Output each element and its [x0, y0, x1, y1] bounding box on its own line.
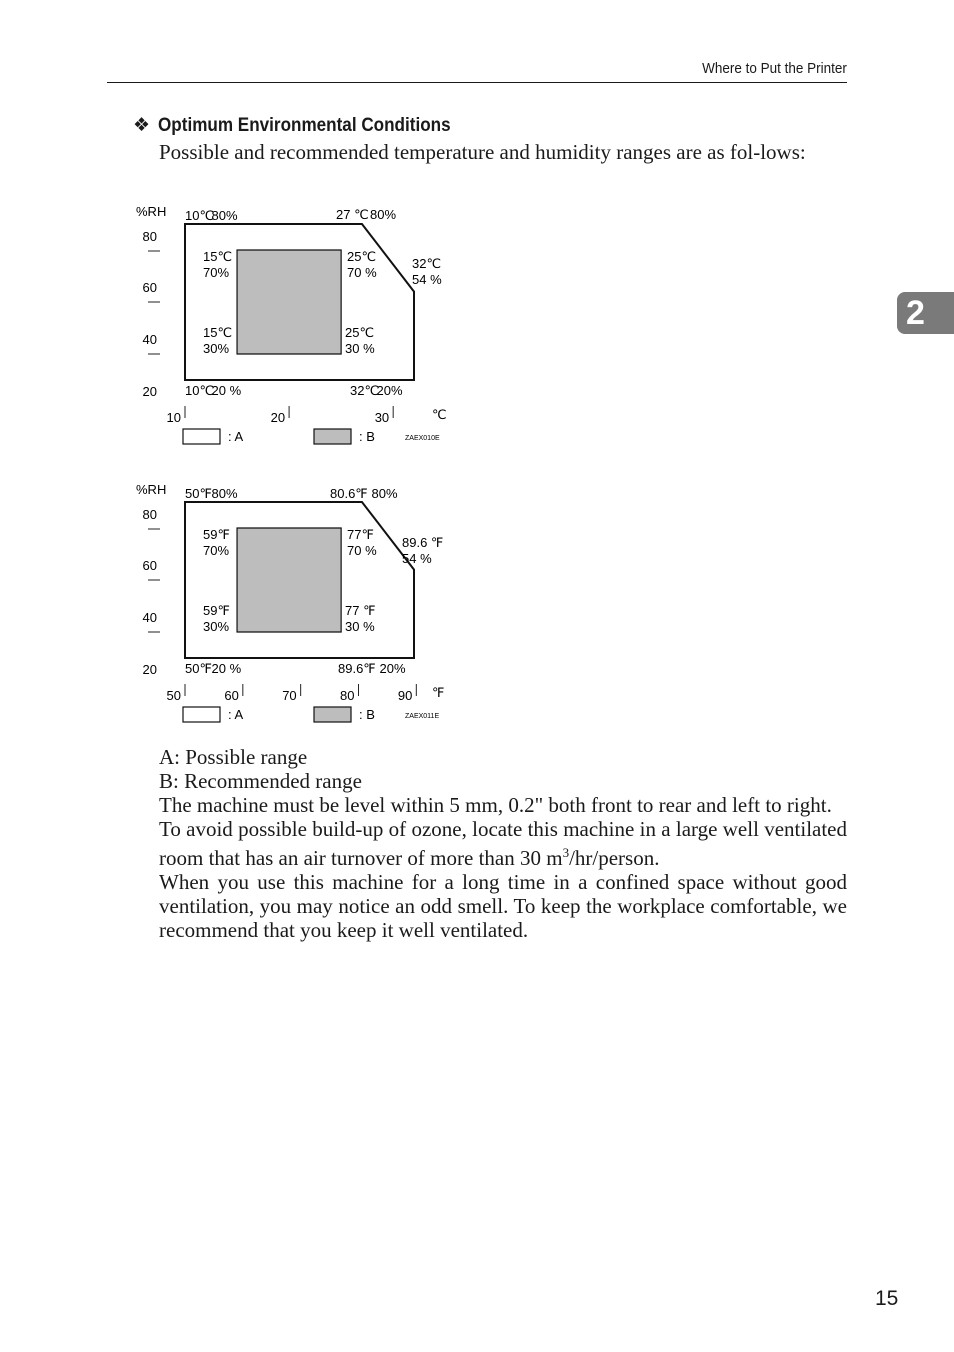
legend-swatch-b	[314, 707, 351, 722]
figure-code: ZAEX011E	[405, 713, 440, 720]
figure-code: ZAEX010E	[405, 435, 440, 442]
chart-celsius	[130, 200, 460, 450]
corner-label-temp: 89.6℉	[338, 661, 376, 676]
corner-label-humidity: 80%	[371, 486, 398, 501]
corner-label-humidity: 54 %	[402, 551, 432, 566]
corner-label-humidity: 30%	[203, 619, 230, 634]
corner-label-humidity: 70%	[203, 543, 230, 558]
corner-label-temp: 15℃	[203, 249, 233, 264]
corner-label-humidity: 20 %	[211, 661, 242, 676]
corner-label-humidity: 20%	[376, 383, 403, 398]
corner-label-humidity: 20 %	[211, 383, 242, 398]
corner-label-humidity: 30 %	[345, 619, 375, 634]
legend-label-a: : A	[228, 429, 244, 444]
legend-label-b: : B	[359, 429, 375, 444]
x-tick-label: 80	[340, 688, 355, 703]
legend-swatch-a	[183, 707, 220, 722]
x-tick-label: 70	[282, 688, 297, 703]
corner-label-temp: 32℃	[412, 256, 442, 271]
legend-swatch-b	[314, 429, 351, 444]
diamond-bullet-icon: ❖	[133, 115, 151, 136]
range-a-description: A: Possible range	[159, 745, 308, 769]
corner-label-temp: 59℉	[203, 527, 230, 542]
corner-label-temp: 10℃	[185, 208, 215, 223]
y-tick-label: 60	[142, 280, 157, 295]
legend-label-a: : A	[228, 707, 244, 722]
y-tick-label: 60	[142, 558, 157, 573]
x-unit-label: ℉	[432, 685, 445, 700]
corner-label-temp: 27 ℃	[336, 207, 369, 222]
y-unit-label: %RH	[136, 482, 167, 497]
corner-label-temp: 89.6 ℉	[402, 535, 444, 550]
ozone-text: To avoid possible build-up of ozone, locate this machine in a large well ventilated room that has an air turnover of more than 30 m	[159, 817, 847, 870]
corner-label-temp: 10℃	[185, 383, 215, 398]
corner-label-temp: 77 ℉	[345, 603, 376, 618]
corner-label-humidity: 20%	[379, 661, 406, 676]
intro-paragraph: Possible and recommended temperature and humidity ranges are as fol-lows:	[159, 140, 806, 164]
x-tick-label: 90	[397, 688, 413, 703]
corner-label-temp: 25℃	[345, 325, 375, 340]
x-unit-label: ℃	[432, 407, 447, 422]
chart-celsius-svg	[130, 200, 460, 450]
corner-label-temp: 80.6℉	[330, 486, 368, 501]
corner-label-humidity: 80%	[211, 208, 238, 223]
corner-label-humidity: 80%	[211, 486, 238, 501]
corner-label-humidity: 80%	[370, 207, 397, 222]
chapter-tab: 2	[897, 292, 954, 334]
x-tick-label: 10	[166, 410, 181, 425]
header-rule	[107, 82, 847, 83]
region-b-recommended	[237, 528, 341, 632]
y-tick-label: 80	[142, 507, 157, 522]
running-title: Where to Put the Printer	[702, 60, 847, 77]
corner-label-humidity: 30 %	[345, 341, 375, 356]
legend-swatch-a	[183, 429, 220, 444]
x-tick-label: 30	[374, 410, 390, 425]
legend-label-b: : B	[359, 707, 375, 722]
y-tick-label: 40	[142, 610, 157, 625]
section-heading	[133, 114, 483, 137]
x-tick-label: 20	[270, 410, 286, 425]
level-paragraph: The machine must be level within 5 mm, 0.2" both front to rear and left to right.	[159, 793, 832, 817]
corner-label-humidity: 30%	[203, 341, 230, 356]
ozone-superscript: 3	[562, 845, 570, 860]
region-b-recommended	[237, 250, 341, 354]
section-title: Optimum Environmental Conditions	[158, 115, 451, 136]
y-tick-label: 80	[142, 229, 157, 244]
x-tick-label: 60	[224, 688, 239, 703]
ventilation-paragraph: When you use this machine for a long time in a confined space without good ventilation, you may notice an odd smell. To keep the workplace comfortable, we recommend that you keep it well ventilated.	[159, 870, 847, 942]
corner-label-temp: 25℃	[347, 249, 377, 264]
corner-label-humidity: 70 %	[347, 543, 377, 558]
range-b-description: B: Recommended range	[159, 769, 362, 793]
corner-label-temp: 15℃	[203, 325, 233, 340]
y-tick-label: 20	[142, 662, 157, 677]
y-unit-label: %RH	[136, 204, 167, 219]
corner-label-temp: 50℉	[185, 486, 212, 501]
page-number: 15	[875, 1287, 899, 1310]
y-tick-label: 40	[142, 332, 157, 347]
body-text	[159, 745, 847, 942]
corner-label-temp: 32℃	[350, 383, 380, 398]
corner-label-humidity: 70 %	[347, 265, 377, 280]
chart-fahrenheit-svg	[130, 478, 460, 728]
corner-label-temp: 77℉	[347, 527, 374, 542]
corner-label-temp: 59℉	[203, 603, 230, 618]
chart-fahrenheit	[130, 478, 460, 728]
corner-label-humidity: 54 %	[412, 272, 442, 287]
ozone-text-end: /hr/person.	[569, 846, 660, 870]
corner-label-humidity: 70%	[203, 265, 230, 280]
x-tick-label: 50	[166, 688, 181, 703]
ozone-paragraph	[159, 817, 847, 870]
corner-label-temp: 50℉	[185, 661, 212, 676]
y-tick-label: 20	[142, 384, 157, 399]
